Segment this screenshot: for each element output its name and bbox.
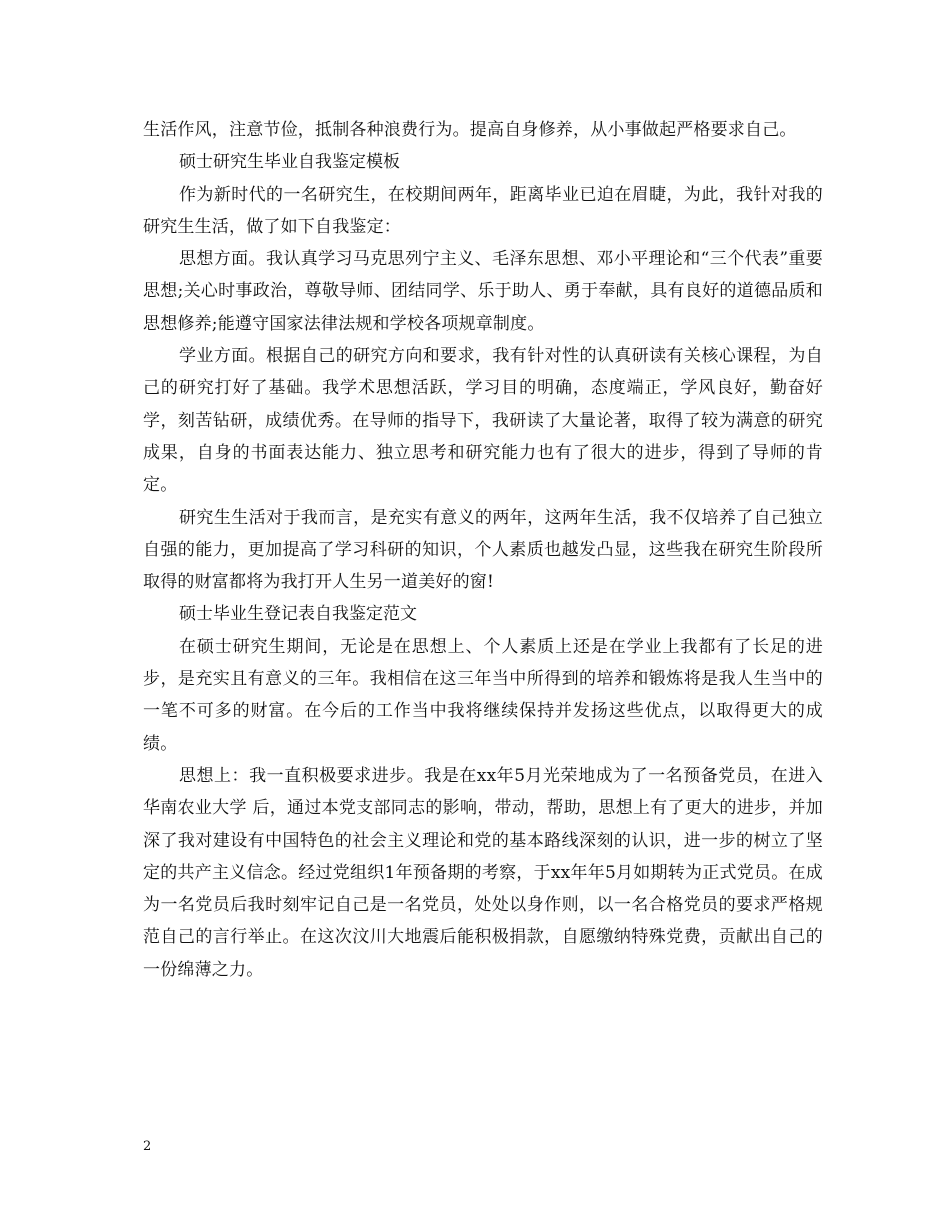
paragraph: 学业方面。根据自己的研究方向和要求，我有针对性的认真研读有关核心课程，为自己的研究打好了基础。我学术思想活跃，学习目的明确，态度端正，学风良好，勤奋好学，刻苦钻研，成绩优秀。在导师的指导下，我研读了大量论著，取得了较为满意的研究成果，自身的书面表达能力、独立思考和研究能力也有了很大的进步，得到了导师的肯定。 <box>143 346 823 496</box>
paragraph: 作为新时代的一名研究生，在校期间两年，距离毕业已迫在眉睫，为此，我针对我的研究生生活，做了如下自我鉴定： <box>143 184 823 237</box>
paragraph: 思想方面。我认真学习马克思列宁主义、毛泽东思想、邓小平理论和“三个代表”重要思想;关心时事政治，尊敬导师、团结同学、乐于助人、勇于奉献，具有良好的道德品质和思想修养;能遵守国家法律法规和学校各项规章制度。 <box>143 249 823 334</box>
page-number: 2 <box>143 1139 152 1154</box>
section-heading: 硕士毕业生登记表自我鉴定范文 <box>179 604 417 625</box>
paragraph: 生活作风，注意节俭，抵制各种浪费行为。提高自身修养，从小事做起严格要求自己。 <box>143 120 797 140</box>
section-heading: 硕士研究生毕业自我鉴定模板 <box>179 152 400 173</box>
paragraph: 研究生生活对于我而言，是充实有意义的两年，这两年生活，我不仅培养了自己独立自强的能力，更加提高了学习科研的知识，个人素质也越发凸显，这些我在研究生阶段所取得的财富都将为我打开人生另一道美好的窗! <box>143 507 823 593</box>
paragraph: 在硕士研究生期间，无论是在思想上、个人素质上还是在学业上我都有了长足的进步，是充实且有意义的三年。我相信在这三年当中所得到的培养和锻炼将是我人生当中的一笔不可多的财富。在今后的工作当中我将继续保持并发扬这些优点，以取得更大的成绩。 <box>143 636 823 754</box>
document-body <box>143 114 823 986</box>
paragraph: 思想上：我一直积极要求进步。我是在xx年5月光荣地成为了一名预备党员，在进入华南农业大学 后，通过本党支部同志的影响，带动，帮助，思想上有了更大的进步，并加深了我对建设有中国特色的社会主义理论和党的基本路线深刻的认识，进一步的树立了坚定的共产主义信念。经过党组织1年预备期的考察，于xx年年5月如期转为正式党员。在成为一名党员后我时刻牢记自己是一名党员，处处以身作则，以一名合格党员的要求严格规范自己的言行举止。在这次汶川大地震后能积极捐款，自愿缴纳特殊党费，贡献出自己的一份绵薄之力。 <box>143 765 823 980</box>
